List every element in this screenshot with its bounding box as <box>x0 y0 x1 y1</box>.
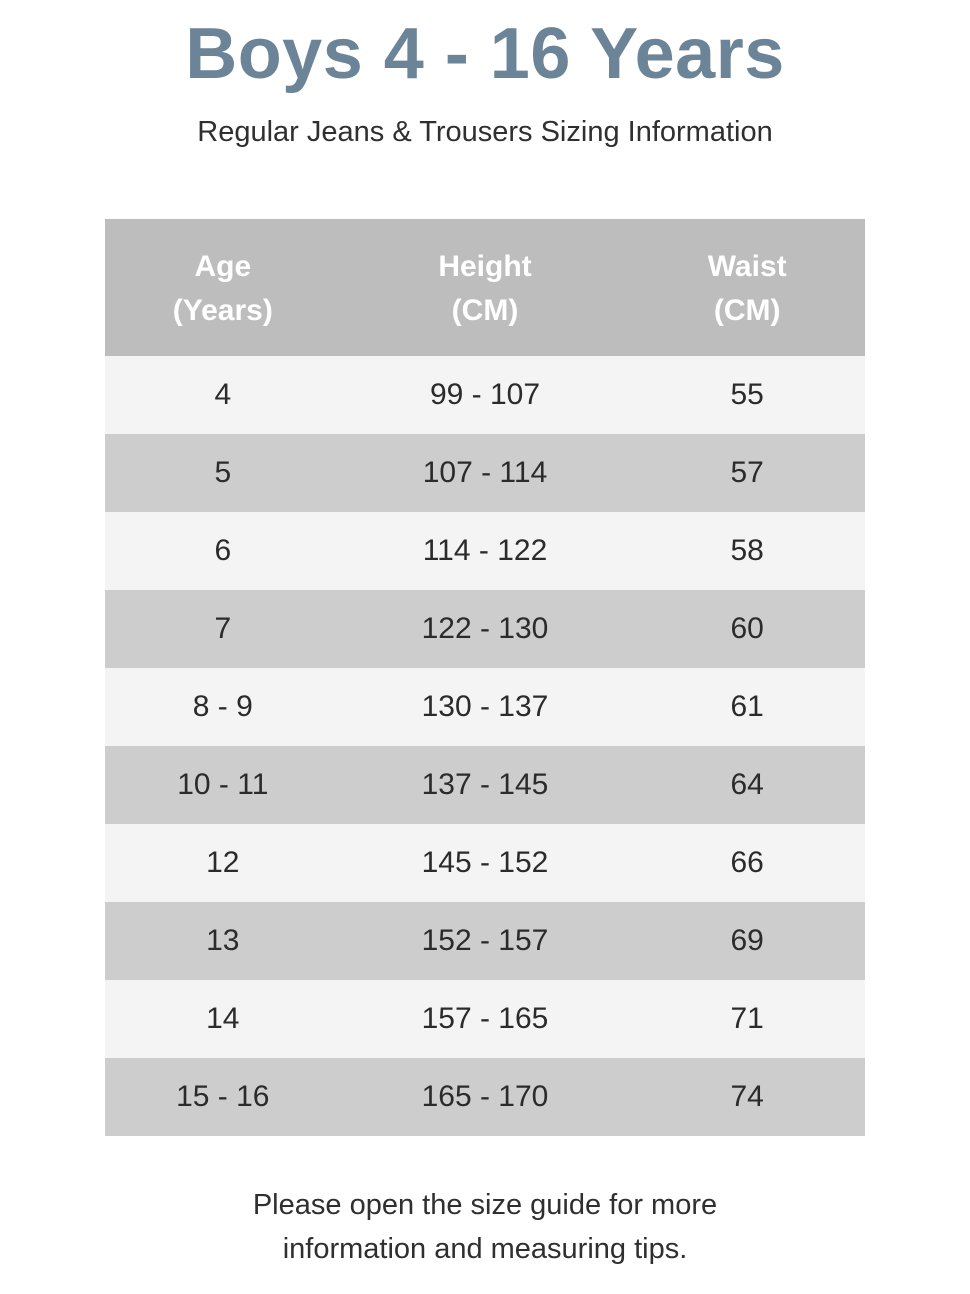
cell-waist: 58 <box>629 512 865 590</box>
table-body <box>105 356 865 1136</box>
table-row <box>105 746 865 824</box>
cell-age: 10 - 11 <box>105 746 341 824</box>
table-row <box>105 512 865 590</box>
table-row <box>105 590 865 668</box>
cell-age: 8 - 9 <box>105 668 341 746</box>
cell-age: 5 <box>105 434 341 512</box>
column-header-waist-line1: Waist <box>707 250 787 283</box>
cell-age: 7 <box>105 590 341 668</box>
column-header-height-line2: (CM) <box>451 293 519 327</box>
cell-height: 157 - 165 <box>341 980 630 1058</box>
column-header-height <box>341 219 630 356</box>
cell-age: 4 <box>105 356 341 434</box>
cell-waist: 74 <box>629 1058 865 1136</box>
column-header-height-line1: Height <box>438 250 532 283</box>
size-table <box>105 219 865 1136</box>
cell-waist: 69 <box>629 902 865 980</box>
cell-height: 114 - 122 <box>341 512 630 590</box>
table-header <box>105 219 865 356</box>
column-header-waist-line2: (CM) <box>713 293 781 327</box>
cell-waist: 64 <box>629 746 865 824</box>
cell-age: 15 - 16 <box>105 1058 341 1136</box>
cell-height: 130 - 137 <box>341 668 630 746</box>
cell-waist: 61 <box>629 668 865 746</box>
footer-note <box>0 1184 970 1271</box>
cell-age: 12 <box>105 824 341 902</box>
page-title: Boys 4 - 16 Years <box>185 14 785 94</box>
cell-height: 107 - 114 <box>341 434 630 512</box>
table-row <box>105 668 865 746</box>
cell-waist: 57 <box>629 434 865 512</box>
cell-age: 6 <box>105 512 341 590</box>
footer-note-line1: Please open the size guide for more <box>252 1189 718 1221</box>
cell-waist: 71 <box>629 980 865 1058</box>
cell-waist: 66 <box>629 824 865 902</box>
column-header-age-line1: Age <box>194 250 252 283</box>
table-row <box>105 980 865 1058</box>
cell-age: 13 <box>105 902 341 980</box>
cell-age: 14 <box>105 980 341 1058</box>
cell-height: 99 - 107 <box>341 356 630 434</box>
table-row <box>105 902 865 980</box>
footer-note-line2: information and measuring tips. <box>282 1232 688 1265</box>
size-table-container <box>105 219 865 1136</box>
table-row <box>105 1058 865 1136</box>
cell-height: 145 - 152 <box>341 824 630 902</box>
column-header-age <box>105 219 341 356</box>
cell-height: 165 - 170 <box>341 1058 630 1136</box>
table-header-row <box>105 219 865 356</box>
table-row <box>105 434 865 512</box>
page-subtitle: Regular Jeans & Trousers Sizing Information <box>197 116 773 148</box>
cell-waist: 55 <box>629 356 865 434</box>
cell-height: 122 - 130 <box>341 590 630 668</box>
cell-height: 152 - 157 <box>341 902 630 980</box>
cell-waist: 60 <box>629 590 865 668</box>
table-row <box>105 356 865 434</box>
column-header-age-line2: (Years) <box>172 293 273 327</box>
table-row <box>105 824 865 902</box>
column-header-waist <box>629 219 865 356</box>
cell-height: 137 - 145 <box>341 746 630 824</box>
